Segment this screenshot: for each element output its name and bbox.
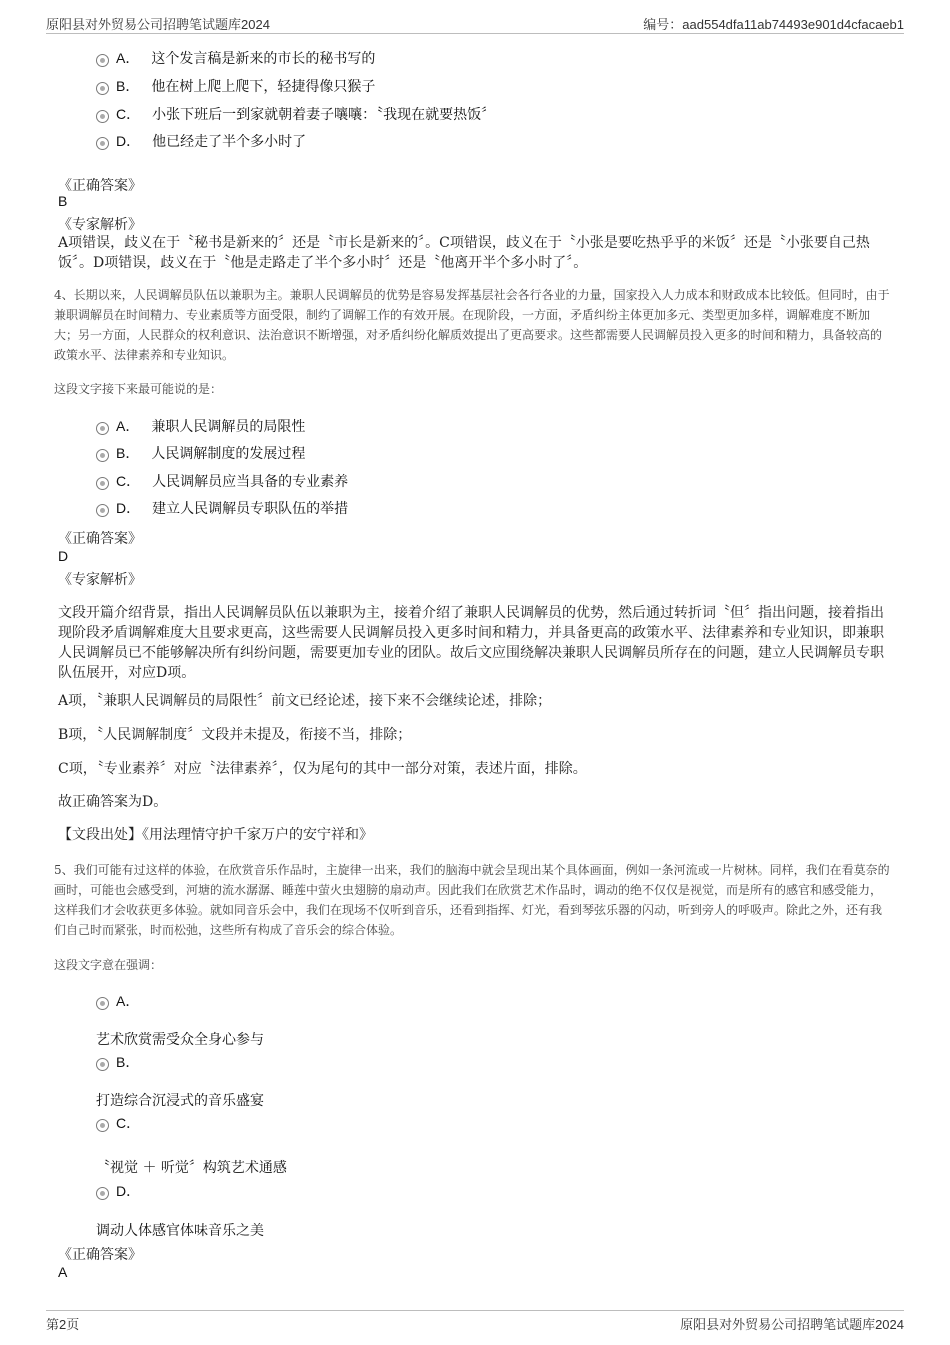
q4-stem: 4、长期以来，人民调解员队伍以兼职为主。兼职人民调解员的优势是容易发挥基层社会各行各业的力量，国家投入人力成本和财政成本比较低。但同时，由于兼职调解员在时间精力、专业素质等方面受限，制约了调解工作的有效开展。在现阶段，一方面，矛盾纠纷主体更加多元、类型更加多样，调解难度不断加大；另一方面，人民群众的权利意识、法治意识不断增强，对矛盾纠纷化解质效提出了更高要求。这些都需要人民调解员投入更多的时间和精力，具备较高的政策水平、法律素养和专业知识。 [54, 288, 890, 362]
radio-icon[interactable] [96, 1119, 109, 1132]
q5-option-d-text: 调动人体感官体味音乐之美 [96, 1223, 264, 1239]
q5-option-b-text: 打造综合沉浸式的音乐盛宴 [96, 1093, 264, 1109]
q3-option-a[interactable]: A． 这个发言稿是新来的市长的秘书写的 [96, 48, 375, 68]
radio-icon[interactable] [96, 504, 109, 517]
radio-icon[interactable] [96, 1058, 109, 1071]
radio-icon[interactable] [96, 449, 109, 462]
q4-analysis-main: 文段开篇介绍背景，指出人民调解员队伍以兼职为主，接着介绍了兼职人民调解员的优势，然后通过转折词〝但〞指出问题，接着指出现阶段矛盾调解难度大且要求更高，这些需要人民调解员投入更多时间和精力，并具备更高的政策水平、法律素养和专业知识，即兼职人民调解员已不能够解决所有纠纷问题，需要更加专业的团队。故后文应围绕解决兼职人民调解员所存在的问题，建立人民调解员专职队伍展开，对应D项。 [58, 605, 884, 681]
q3-option-c[interactable]: C． 小张下班后一到家就朝着妻子嚷嚷：〝我现在就要热饭〞 [96, 104, 495, 124]
q5-stem: 5、我们可能有过这样的体验，在欣赏音乐作品时，主旋律一出来，我们的脑海中就会呈现出某个具体画面，例如一条河流或一片树林。同样，我们在看莫奈的画时，可能也会感受到，河塘的流水潺潺、睡莲中萤火虫翅膀的扇动声。因此我们在欣赏艺术作品时，调动的绝不仅仅是视觉，而是所有的感官和感受能力，这样我们才会收获更多体验。就如同音乐会中，我们在现场不仅听到音乐，还看到指挥、灯光，看到琴弦乐器的闪动，听到旁人的呼吸声。除此之外，还有我们自己时而紧张，时而松弛，这些所有构成了音乐会的综合体验。 [54, 863, 890, 937]
q4-option-c[interactable]: C． 人民调解员应当具备的专业素养 [96, 471, 348, 491]
footer-title: 原阳县对外贸易公司招聘笔试题库2024 [680, 1317, 904, 1332]
radio-icon[interactable] [96, 422, 109, 435]
q3-answer: B [58, 193, 68, 209]
radio-icon[interactable] [96, 477, 109, 490]
q5-option-b[interactable]: B． [96, 1052, 151, 1072]
radio-icon[interactable] [96, 137, 109, 150]
q3-analysis-label: 《专家解析》 [58, 217, 142, 233]
radio-icon[interactable] [96, 1187, 109, 1200]
radio-icon[interactable] [96, 997, 109, 1010]
q4-analysis-label: 《专家解析》 [58, 572, 142, 588]
q5-option-a[interactable]: A． [96, 991, 151, 1011]
q5-prompt: 这段文字意在强调： [54, 958, 163, 972]
q3-option-d[interactable]: D． 他已经走了半个多小时了 [96, 131, 306, 151]
q4-analysis-a: A项，〝兼职人民调解员的局限性〞前文已经论述，接下来不会继续论述，排除； [58, 693, 552, 709]
q5-option-a-text: 艺术欣赏需受众全身心参与 [96, 1032, 264, 1048]
q4-option-b[interactable]: B． 人民调解制度的发展过程 [96, 443, 305, 463]
header-title: 原阳县对外贸易公司招聘笔试题库2024 [46, 17, 270, 32]
radio-icon[interactable] [96, 82, 109, 95]
q4-analysis-conclusion: 故正确答案为D。 [58, 794, 168, 810]
q4-prompt: 这段文字接下来最可能说的是： [54, 382, 223, 396]
document-id: 编号：aad554dfa11ab74493e901d4cfacaeb1 [643, 17, 904, 32]
q4-option-d[interactable]: D． 建立人民调解员专职队伍的举措 [96, 498, 348, 518]
q3-answer-label: 《正确答案》 [58, 178, 142, 194]
q3-analysis: A项错误，歧义在于〝秘书是新来的〞还是〝市长是新来的〞。C项错误，歧义在于〝小张是要吃热乎乎的米饭〞还是〝小张要自己热饭〞。D项错误，歧义在于〝他是走路走了半个多小时〞还是〝他离开半个多小时了〞。 [58, 235, 870, 271]
radio-icon[interactable] [96, 110, 109, 123]
q5-answer: A [58, 1264, 68, 1280]
page-number: 第2页 [46, 1317, 80, 1332]
q5-option-d[interactable]: D． [96, 1181, 152, 1201]
q5-option-c[interactable]: C． [96, 1113, 152, 1133]
footer-divider [46, 1310, 904, 1311]
q4-option-a[interactable]: A． 兼职人民调解员的局限性 [96, 416, 305, 436]
q3-option-b[interactable]: B． 他在树上爬上爬下，轻捷得像只猴子 [96, 76, 375, 96]
radio-icon[interactable] [96, 54, 109, 67]
q4-answer-label: 《正确答案》 [58, 531, 142, 547]
q5-answer-label: 《正确答案》 [58, 1247, 142, 1263]
q4-answer: D [58, 548, 69, 564]
q4-analysis-b: B项，〝人民调解制度〞文段并未提及，衔接不当，排除； [58, 727, 412, 743]
q4-source: 【文段出处】《用法理情守护千家万户的安宁祥和》 [58, 827, 373, 843]
header-divider [46, 33, 904, 34]
q5-option-c-text: 〝视觉 ＋ 听觉〞构筑艺术通感 [96, 1160, 287, 1176]
q4-analysis-c: C项，〝专业素养〞对应〝法律素养〞，仅为尾句的其中一部分对策，表述片面，排除。 [58, 761, 587, 777]
